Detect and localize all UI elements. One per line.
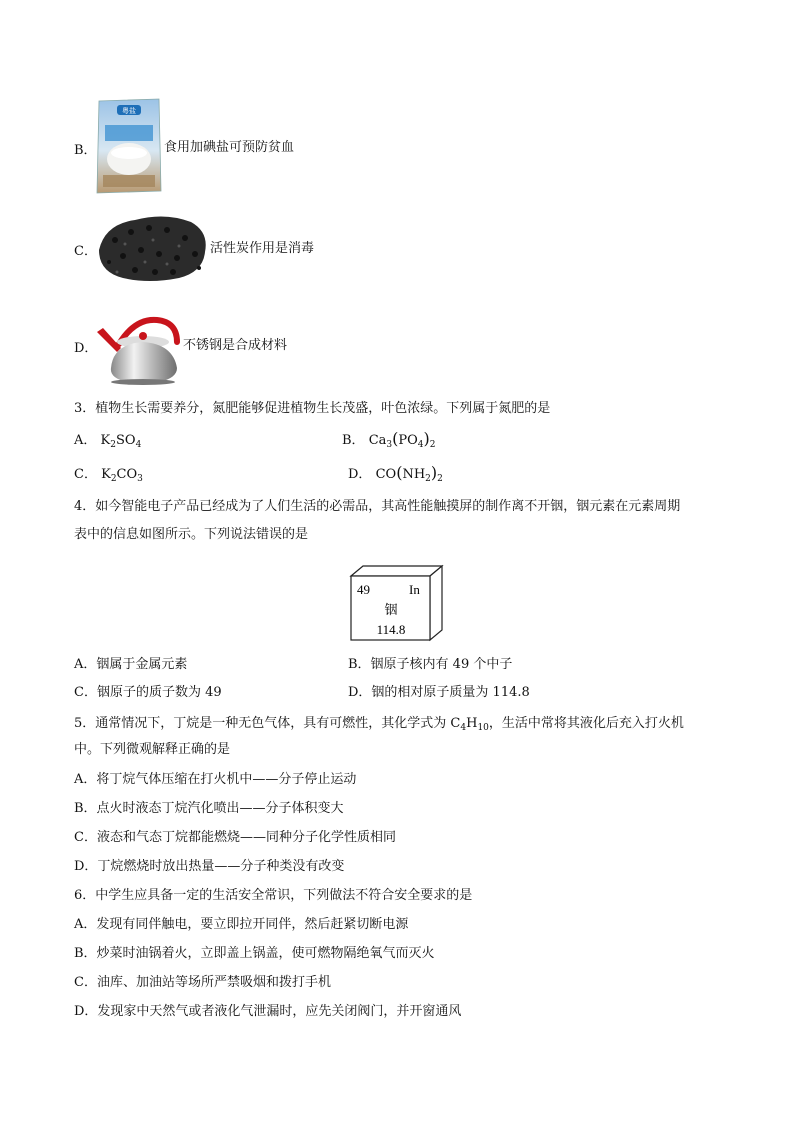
q4-option-d: D．铟的相对原子质量为 114.8 bbox=[348, 685, 530, 700]
q4-stem-line2: 表中的信息如图所示。下列说法错误的是 bbox=[74, 527, 309, 542]
q5-stem-line2: 中。下列微观解释正确的是 bbox=[74, 742, 231, 757]
q5-option-c: C．液态和气态丁烷都能燃烧——同种分子化学性质相同 bbox=[74, 830, 396, 845]
q5-stem-line1: 5．通常情况下，丁烷是一种无色气体，具有可燃性，其化学式为 $C_4H_{10}$，生活中常将其液化后充入打火机 bbox=[74, 716, 684, 733]
q6-option-d: D．发现家中天然气或者液化气泄漏时，应先关闭阀门，并开窗通风 bbox=[74, 1004, 462, 1019]
activated-charcoal-image bbox=[95, 210, 210, 285]
q4-stem-line1: 4．如今智能电子产品已经成为了人们生活的必需品，其高性能触摸屏的制作离不开铟，铟元素在元素周期 bbox=[74, 499, 681, 514]
q6-option-b: B．炒菜时油锅着火，立即盖上锅盖，使可燃物隔绝氧气而灭火 bbox=[74, 946, 435, 961]
periodic-element-box bbox=[349, 564, 444, 642]
q3-option-b: B． $Ca_3(PO_4)_2$ bbox=[342, 429, 436, 450]
q3-stem: 3．植物生长需要养分，氮肥能够促进植物生长茂盛，叶色浓绿。下列属于氮肥的是 bbox=[74, 401, 551, 416]
q3-option-d: D． $CO(NH_2)_2$ bbox=[348, 463, 443, 484]
option-c-letter: C． bbox=[74, 244, 97, 259]
q4-option-a: A．铟属于金属元素 bbox=[74, 657, 188, 672]
element-symbol: In bbox=[409, 582, 420, 597]
q6-option-a: A．发现有同伴触电，要立即拉开同伴，然后赶紧切断电源 bbox=[74, 917, 409, 932]
option-b-text: 食用加碘盐可预防贫血 bbox=[164, 140, 295, 155]
stainless-kettle-image bbox=[95, 312, 185, 387]
q5-option-b: B．点火时液态丁烷汽化喷出——分子体积变大 bbox=[74, 801, 344, 816]
q5-option-d: D．丁烷燃烧时放出热量——分子种类没有改变 bbox=[74, 859, 345, 874]
salt-bag-image bbox=[95, 97, 163, 195]
q6-option-c: C．油库、加油站等场所严禁吸烟和拨打手机 bbox=[74, 975, 331, 990]
q3-option-c: C． $K_2CO_3$ bbox=[74, 467, 143, 484]
option-d-text: 不锈钢是合成材料 bbox=[183, 338, 288, 353]
element-atomic-number: 49 bbox=[357, 582, 370, 597]
salt-bag-label: 粤盐 bbox=[122, 107, 136, 115]
element-name: 铟 bbox=[384, 603, 398, 618]
q5-option-a: A．将丁烷气体压缩在打火机中——分子停止运动 bbox=[74, 772, 357, 787]
option-d-letter: D． bbox=[74, 341, 98, 356]
option-b-letter: B． bbox=[74, 143, 97, 158]
q6-stem: 6．中学生应具备一定的生活安全常识，下列做法不符合安全要求的是 bbox=[74, 888, 473, 903]
q3-option-a: A． $K_2SO_4$ bbox=[74, 433, 142, 450]
option-c-text: 活性炭作用是消毒 bbox=[210, 241, 315, 256]
element-atomic-mass: 114.8 bbox=[376, 622, 406, 637]
q4-option-c: C．铟原子的质子数为 49 bbox=[74, 685, 222, 700]
q4-option-b: B．铟原子核内有 49 个中子 bbox=[348, 657, 513, 672]
